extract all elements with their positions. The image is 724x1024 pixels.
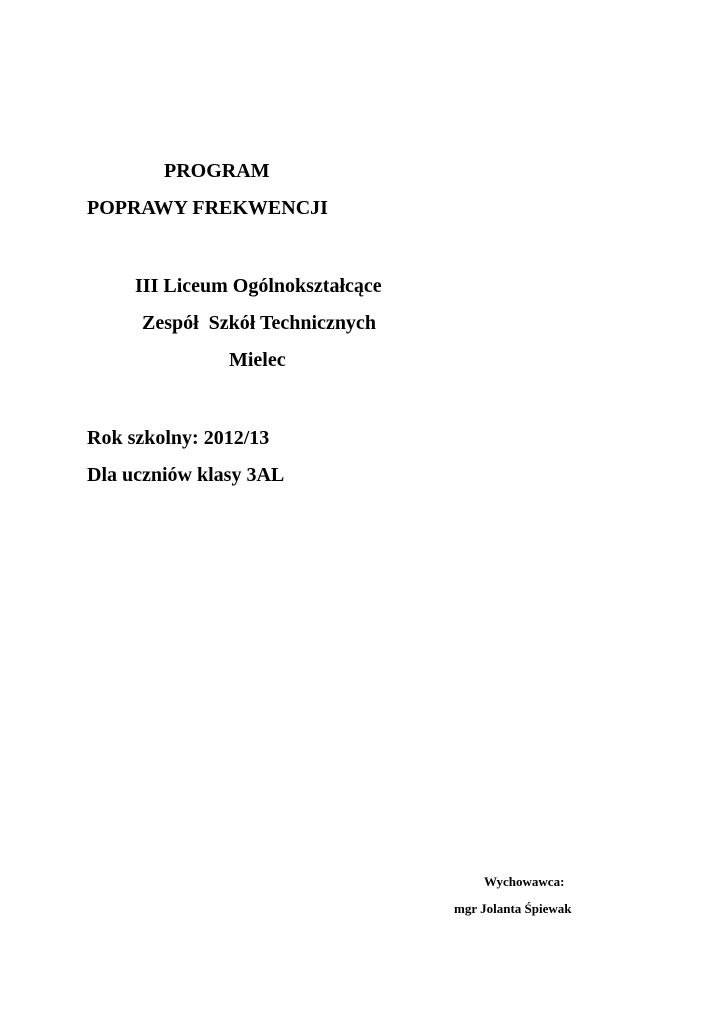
class-line: Dla uczniów klasy 3AL — [87, 464, 285, 486]
signature-label: Wychowawca: — [484, 874, 565, 889]
document-title-line-2: POPRAWY FREKWENCJI — [87, 197, 328, 219]
school-city-line: Mielec — [229, 349, 286, 371]
school-name-line: III Liceum Ogólnokształcące — [135, 275, 382, 297]
document-title-line-1: PROGRAM — [164, 160, 270, 182]
school-complex-line: Zespół Szkół Technicznych — [142, 312, 376, 334]
school-year-line: Rok szkolny: 2012/13 — [87, 427, 270, 449]
signature-name: mgr Jolanta Śpiewak — [454, 901, 572, 916]
